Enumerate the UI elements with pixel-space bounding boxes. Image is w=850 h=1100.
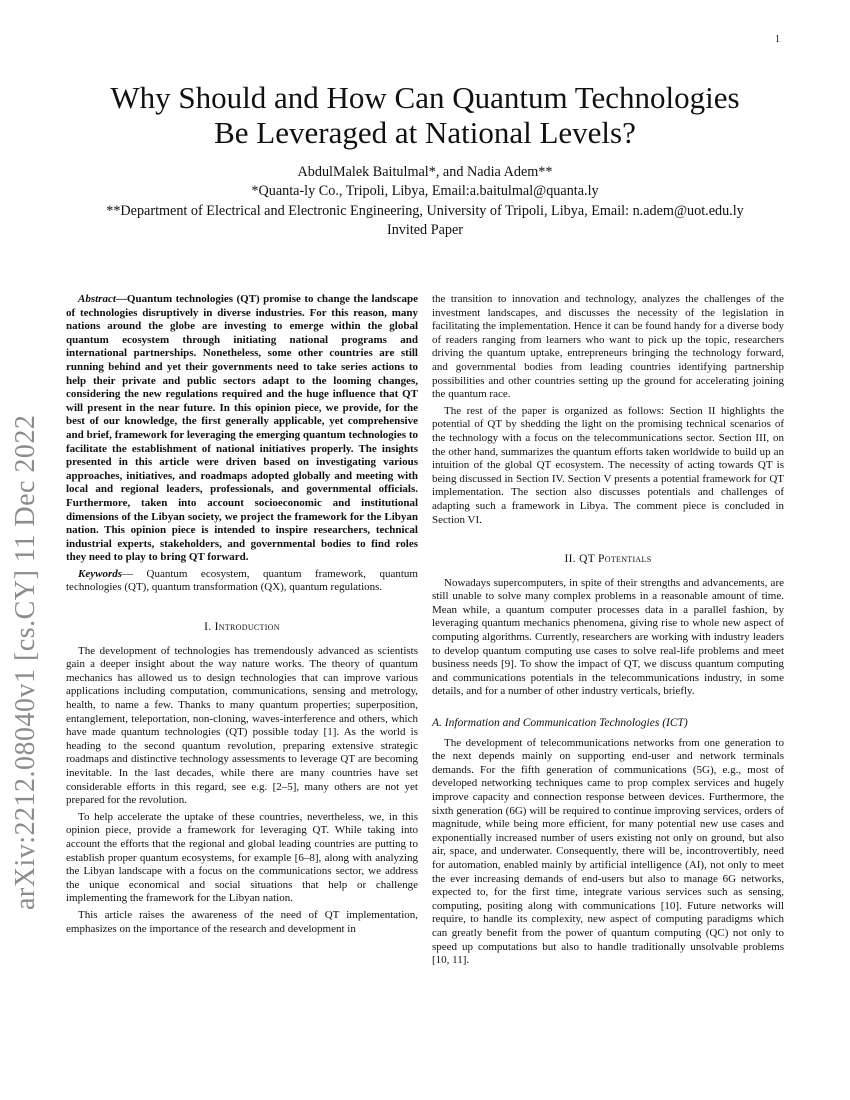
author-names: AbdulMalek Baitulmal*, and Nadia Adem** bbox=[297, 164, 553, 180]
section-heading-introduction: I. Introduction bbox=[204, 621, 280, 634]
paper-title bbox=[60, 80, 790, 150]
keywords-label: Keywords bbox=[78, 567, 122, 580]
keywords-text: — Quantum ecosystem, quantum framework, quantum technologies (QT), quantum transformation (QX), quantum regulations. bbox=[66, 567, 418, 594]
keywords bbox=[66, 568, 418, 595]
affiliation-1: *Quanta-ly Co., Tripoli, Libya, Email:a.baitulmal@quanta.ly bbox=[251, 183, 599, 200]
author-block bbox=[40, 163, 810, 240]
intro-paragraph-3: This article raises the awareness of the need of QT implementation, emphasizes on the importance of the research and development in bbox=[66, 908, 418, 935]
intro-paragraph-3-continued: the transition to innovation and technology, analyzes the challenges of the investment landscapes, and discusses the necessity of the legislation in facilitating the implementation. Hence it can be found handy for a diverse body of readers ranging from learners who want to pick up the topic, researchers driving the quantum uptake, entrepreneurs bringing the technology forward, and governmental bodies from leading countries identifying partnership possibilities and other countries setting up the ground for accelerating joining the quantum race. bbox=[432, 293, 784, 401]
ict-paragraph-1: The development of telecommunications networks from one generation to the next depends mainly on supporting end-user and network terminals demands. For the fifth generation of communications (5G), e.g., most of developed networking techniques came to prop complex services and hugely improve capacity and connection response between devices. Furthermore, the sixth generation (6G) will be required to continue improving services, orders of magnitude, while being more efficient, for many potential new use cases and exponentially increased number of users existing not only on ground, but also air, space, and underwater. Consequently, there will be, incontrovertibly, need for automation, enabled mainly by artificial intelligence (AI), not only to meet the ever increasing demands of end-users but also to manage 6G networks, expected to, for the first time, integrate various services such as sensing, computing, positing along with communications [10]. Future networks will require, to handle its complexity, new aspect of computing paradigms which can greatly benefit from the power of quantum computing (QC) not only to speed up computations but also to handle traditionally unsolvable problems [10, 11]. bbox=[432, 736, 784, 967]
intro-paragraph-1: The development of technologies has tremendously advanced as scientists gain a deeper insight about the way nature works. The theory of quantum mechanics has allowed us to design technologies that can improve various applications including computation, communications, sensing and metrology, health, to name a few. Thanks to many quantum properties; superposition, entanglement, teleportation, non-cloning, waves-interference and others, which have made quantum technologies (QT) possible today [1]. As the world is heading to the second quantum revolution, preparing extensive strategic roadmaps and distinctive technology assessments to leverage QT are becoming inevitable. In the last decades, while there are many countries have set considerable efforts in this regard, see e.g. [2–5], many others are not yet prepared for the revolution. bbox=[66, 644, 418, 807]
page-number: 1 bbox=[775, 34, 780, 45]
section-heading-qt-potentials: II. QT Potentials bbox=[564, 553, 652, 566]
abstract-label: Abstract bbox=[78, 293, 116, 305]
affiliation-2: **Department of Electrical and Electronic Engineering, University of Tripoli, Libya, Email: n.adem@uot.edu.ly bbox=[106, 202, 744, 219]
arxiv-stamp-text: arXiv:2212.08040v1 [cs.CY] 11 Dec 2022 bbox=[10, 414, 41, 910]
abstract bbox=[66, 293, 418, 565]
paper-type: Invited Paper bbox=[386, 221, 464, 238]
title-line-2: Be Leveraged at National Levels? bbox=[214, 115, 636, 150]
abstract-text: —Quantum technologies (QT) promise to change the landscape of technologies disruptively in diverse industries. For this reason, many nations around the globe are investing to emerge within the global quantum ecosystem through initiating national programs and international partnerships. Nonetheless, some other countries are still running behind and yet their governments need to take series actions to help their private and public sectors adapt to the looming changes, considering the new regulations required and the huge influence that QT will present in the near future. In this opinion piece, we provide, for the best of our knowledge, the first generally applicable, yet comprehensive and brief, framework for leveraging the emerging quantum technologies to facilitate the establishment of national initiatives properly. The insights presented in this article were driven based on investigating various approaches, initiatives, and roadmaps adopted globally and meeting with local and regional leaders, professionals, and governmental officials. Furthermore, taken into account socioeconomic and institutional dimensions of the Libyan society, we project the framework for the Libyan nation. This opinion piece is intended to inspire researchers, technical industrial experts, stakeholders, and governmental bodies to find roles they need to play to bring QT forward. bbox=[66, 293, 418, 564]
subsection-heading-ict: A. Information and Communication Technologies (ICT) bbox=[432, 717, 688, 730]
intro-paragraph-2: To help accelerate the uptake of these countries, nevertheless, we, in this opinion piece, provide a framework for leveraging QT. While taking into account the efforts that the regional and global leading countries are putting to establish proper quantum ecosystems, for example [6–8], along with analyzing the Libyan landscape with a focus on the communications sector, we address the unique economical and social situations that help or challenge implementing the framework for the Libyan nation. bbox=[66, 810, 418, 905]
right-column bbox=[432, 293, 784, 968]
left-column bbox=[66, 293, 418, 936]
qt-potentials-paragraph-1: Nowadays supercomputers, in spite of their strengths and advancements, are still unable to solve many complex problems in a reasonable amount of time. Mean while, a quantum computer processes data in a parallel fashion, by leveraging quantum mechanics phenomena, giving rise to whole new aspect of computing algorithms. Currently, researchers are working with industry leaders to develop quantum computing use cases to solve real-life problems and meet business needs [9]. To show the impact of QT, we discuss quantum computing and communications potentials in the telecommunications industry, in some details, and for a number of other industry verticals, briefly. bbox=[432, 576, 784, 698]
title-line-1: Why Should and How Can Quantum Technologies bbox=[110, 80, 740, 115]
intro-paragraph-4: The rest of the paper is organized as follows: Section II highlights the potential of QT by shedding the light on the promising technical scenarios of the technology with a focus on the telecommunications sector. Section III, on the other hand, summarizes the quantum efforts taken worldwide to build up an intuition of the global QT ecosystem. The necessity of acting towards QT is being discussed in Section IV. Section V presents a potential framework for QT implementation. The section also discusses potentials and challenges of adapting such a framework in Libya. The comment piece is concluded in Section VI. bbox=[432, 404, 784, 526]
